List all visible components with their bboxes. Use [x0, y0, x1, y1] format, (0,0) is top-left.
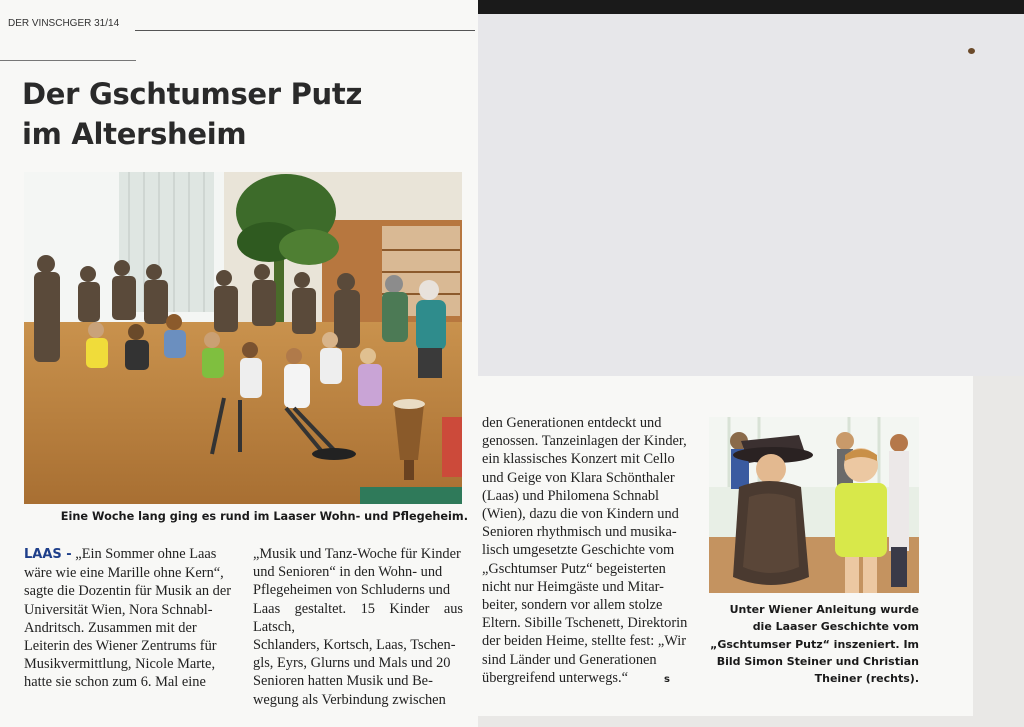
column-2-line: Schlanders, Kortsch, Laas, Tschen-: [253, 637, 456, 654]
article-headline: [22, 74, 362, 154]
column-2-line: gls, Eyrs, Glurns und Mals und 20: [253, 655, 451, 672]
small-caption-line: Unter Wiener Anleitung wurde: [729, 603, 919, 616]
column-2-line: „Musik und Tanz-Woche für Kinder: [253, 546, 461, 562]
column-3-line: Senioren rhythmisch und musika-: [482, 524, 677, 541]
main-photo-seniors-and-children: [24, 172, 462, 504]
article-column-1: [24, 545, 236, 692]
column-2-line: wegung als Verbindung zwischen: [253, 691, 446, 708]
small-caption-line: Theiner (rechts).: [814, 672, 919, 686]
small-caption-line: die Laaser Geschichte vom: [752, 620, 919, 634]
column-3-line: „Gschtumser Putz“ begeisterten: [482, 560, 666, 577]
main-photo-caption: Eine Woche lang ging es rund im Laaser Wohn- und Pflegeheim.: [60, 510, 468, 523]
column-3-line: Eltern. Sibille Tschenett, Direktorin: [482, 615, 688, 632]
small-caption-line: „Gschtumser Putz“ inszeniert. Im: [710, 637, 919, 651]
column-3-line: genossen. Tanzeinlagen der Kinder,: [482, 433, 687, 450]
headline-line-2: im Altersheim: [22, 117, 247, 151]
column-3-line: ein klassisches Konzert mit Cello: [482, 451, 675, 468]
column-3-line: der beiden Heime, stellte fest: „Wir: [482, 633, 687, 650]
column-1-line: Andritsch. Zusammen mit der: [24, 619, 197, 636]
column-2-line: Senioren hatten Musik und Be-: [253, 673, 433, 690]
header-rule: [135, 30, 475, 31]
column-1-line: wäre wie eine Marille ohne Kern“,: [24, 565, 224, 582]
column-3-line: übergreifend unterwegs.“: [482, 669, 628, 686]
column-2-line: Laas gestaltet. 15 Kinder aus Latsch,: [253, 600, 463, 635]
column-1-line: Musikvermittlung, Nicole Marte,: [24, 656, 216, 673]
header-rule-left: [0, 60, 136, 61]
column-3-line: (Wien), dazu die von Kindern und: [482, 506, 679, 523]
headline-line-1: Der Gschtumser Putz: [22, 77, 363, 111]
column-3-line: und Geige von Klara Schönthaler: [482, 469, 675, 486]
column-2-line: Pflegeheimen von Schluderns und: [253, 582, 451, 599]
author-initial: s: [663, 673, 670, 685]
small-photo-two-boys: [709, 417, 919, 593]
column-1-line: sagte die Dozentin für Musik an der: [24, 583, 232, 600]
scan-background: [478, 14, 1024, 376]
article-lead-dateline: LAAS -: [24, 547, 72, 562]
column-1-line: Leiterin des Wiener Zentrums für: [24, 638, 217, 655]
scan-background-dark-strip: [478, 0, 1024, 14]
column-1-line: „Ein Sommer ohne Laas: [71, 546, 217, 562]
column-3-line: beiter, sondern vor allem stolze: [482, 597, 663, 614]
column-3-line: nicht nur Heimgäste und Mitar-: [482, 578, 664, 595]
column-1-line: hatte sie schon zum 6. Mal eine: [24, 674, 206, 691]
column-2-line: und Senioren“ in den Wohn- und: [253, 564, 443, 581]
column-3-line: lisch umgesetzte Geschichte vom: [482, 542, 675, 559]
article-column-2: [253, 545, 463, 709]
column-3-line: den Generationen entdeckt und: [482, 415, 662, 431]
small-caption-line: Bild Simon Steiner und Christian: [716, 654, 919, 668]
column-1-line: Universität Wien, Nora Schnabl-: [24, 601, 213, 618]
column-3-line: sind Länder und Generationen: [482, 651, 657, 668]
column-3-line: (Laas) und Philomena Schnabl: [482, 487, 660, 504]
issue-label: DER VINSCHGER 31/14: [8, 18, 120, 29]
article-column-3: [482, 414, 689, 689]
small-photo-caption: [709, 601, 919, 687]
scan-speck: [968, 48, 975, 54]
